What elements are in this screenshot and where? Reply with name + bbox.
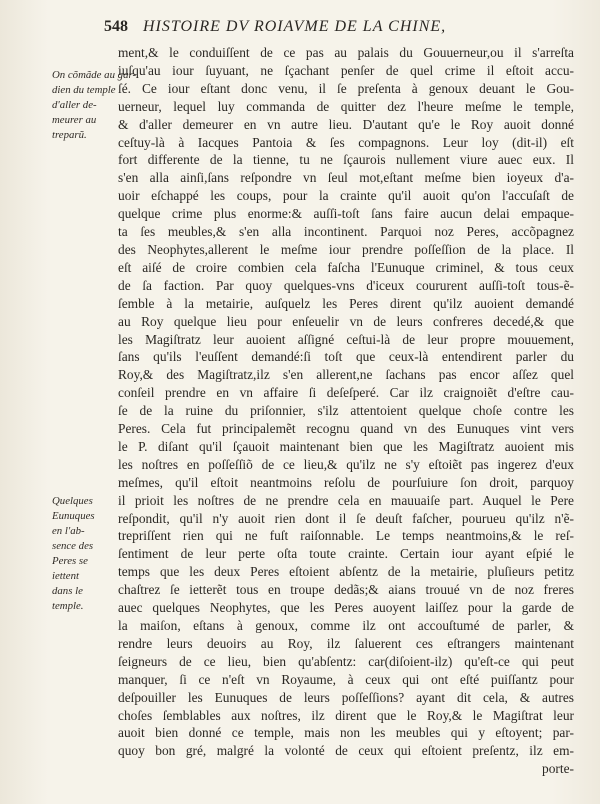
text-line: rendre leurs deuoirs au Roy, ilz ſaluerent ces eſtrangers maintenant: [118, 635, 574, 651]
margin-note-line: temple.: [52, 600, 84, 612]
text-line: uoir eſchappé les coups, pour la crainte qu'il auoit qu'on l'accuſaſt de: [118, 188, 574, 204]
text-line: eſt aiſé de croire combien cela faſcha l'Eunuque criminel, & tous ceux: [118, 259, 574, 275]
text-line: ta ſes meubles,& s'en alla incontinent. Parquoi noz Peres, accõpagnez: [118, 224, 574, 240]
body-text: [118, 44, 574, 778]
text-line: quelque crime plus enorme:& auſſi-toſt ſans faire aucun delai empaque-: [118, 206, 574, 222]
margin-note-line: dien du temple: [52, 84, 116, 96]
text-line: s'en alla ainſi,ſans reſpondre vn ſeul mot,eſtant meſme bien ioyeux d'a-: [118, 170, 574, 186]
text-line: trepriſſent rien qui ne fuſt raiſonnable. Le temps neantmoins,& le reſ-: [118, 528, 574, 544]
running-title: HISTOIRE DV ROIAVME DE LA CHINE,: [143, 18, 447, 35]
text-line: Peres. Cela fut principalemẽt recognu quand vn des Eunuques vint vers: [118, 421, 574, 437]
text-line: Roy,& des Magiſtratz,ilz s'en allerent,ne ſachans pas encor aſſez quel: [118, 367, 574, 383]
text-line: deſpouiller les Eunuques de leurs poſſeſſions? ayant dit cela, & autres: [118, 689, 574, 705]
text-line: ſentiment de leur perte oſta toute crainte. Certain iour ayant eſpié le: [118, 546, 574, 562]
margin-note-line: On cõmãde au gar-: [52, 69, 137, 81]
text-line: & d'aller demeurer en vn autre lieu. D'autant qu'e le Roy auoit donné: [118, 116, 574, 132]
text-line: chaſtrez ſe ietterẽt tous en troupe dedãs;& aians trouué vn de noz freres: [118, 582, 574, 598]
margin-note-line: treparũ.: [52, 129, 87, 141]
margin-note-line: Quelques: [52, 495, 93, 507]
text-line: ment,& le conduiſſent de ce pas au palais du Gouuerneur,ou il s'arreſta: [118, 45, 574, 60]
text-line: reſpondit, qu'il n'y auoit rien dont il ſe deuſt faſcher, pourueu qu'ilz n'ẽ-: [118, 510, 574, 526]
text-line: ſeigneurs de ce lieu, bien qu'abſentz: car(diſoient-ilz) qu'eſt-ce qui peut: [118, 653, 574, 669]
text-line: meſmes, qu'il eſtoit neantmoins reſolu de pourſuiure ſon droit, parquoy: [118, 474, 574, 490]
text-line: ceſtuy-là à Iacques Pantoia & ſes compagnons. Leur loy (dit-il) eſt: [118, 134, 574, 150]
margin-note-line: dans le: [52, 585, 83, 597]
text-line: le P. diſant qu'il ſçauoit maintenant bien que les Magiſtratz auoient mis: [118, 438, 574, 454]
catchword: porte-: [542, 761, 574, 777]
text-line: temps que les deux Peres eſtoient abſentz de la metairie, pluſieurs petitz: [118, 564, 574, 580]
margin-note-line: Eunuques: [52, 510, 95, 522]
text-line: de ſa faction. Par quoy quelques-vns d'iceux coururent auſſi-toſt tous-ẽ-: [118, 277, 574, 293]
margin-note-eunuchs: [52, 494, 95, 614]
text-line: ſemble à la metairie, auſquelz les Peres dirent qu'ilz auoient demandé: [118, 295, 574, 311]
text-line: les Magiſtratz leur auoient aſſigné ceſtui-là de leur propre mouuement,: [118, 331, 574, 347]
page-header: [104, 18, 574, 40]
text-line: les noſtres en poſſeſſiõ de ce lieu,& qu'ilz ne s'y eſtoiẽt pas ingerez d'eux: [118, 456, 574, 472]
margin-note-line: en l'ab-: [52, 525, 85, 537]
text-line: des Neophytes,allerent le meſme iour prendre poſſeſſion de la place. Il: [118, 241, 574, 257]
text-line: auoit bien donné ce temple, mais non les meubles qui y eſtoyent; par-: [118, 725, 574, 741]
text-line: uerneur, lequel luy commanda de quitter dez l'heure meſme le temple,: [118, 98, 574, 114]
text-line: auec quelques Neophytes, que les Peres auoyent laiſſez pour la garde de: [118, 600, 574, 616]
text-line: il prioit les noſtres de ne prendre cela en mauuaiſe part. Auquel le Pere: [118, 492, 574, 508]
text-line: manquer, ſi ce n'eſt vn Royaume, à ceux qui ont eſté puiſſantz pour: [118, 671, 574, 687]
text-line: ſe de la ruine du priſonnier, s'ilz attentoient quelque choſe contre les: [118, 403, 574, 419]
text-line: au Roy quelque lieu pour enſeuelir vn de leurs confreres decedé,& que: [118, 313, 574, 329]
margin-note-line: sence des: [52, 540, 94, 552]
text-line: la maiſon, eſtans à genoux, comme ilz ont accouſtumé de parler, &: [118, 618, 574, 633]
margin-note-line: iettent: [52, 570, 79, 582]
margin-note-line: Peres se: [52, 555, 88, 567]
text-line: quoy bon gré, malgré la volonté de ceux qui eſtoient preſentz, ilz em-: [118, 743, 574, 759]
text-line: ſans qu'ils l'euſſent demandé:ſi toſt que ceux-là entendirent parler du: [118, 349, 574, 365]
text-line: choſes ſemblables aux noſtres, ilz dirent que le Roy,& le Magiſtrat leur: [118, 707, 574, 723]
text-line: fort differente de la tienne, tu ne ſçaurois nullement viure auec eux. Il: [118, 152, 574, 168]
margin-note-line: meurer au: [52, 114, 97, 126]
text-line: conſeil prendre en vn affaire ſi deſeſperé. Car ilz craignoiẽt d'eſtre cau-: [118, 385, 574, 401]
text-line: iuſqu'au iour ſuyuant, ne ſçachant penſer de quel crime il eſtoit accu-: [118, 62, 574, 78]
text-line: ſé. Ce iour eſtant donc venu, il ſe preſenta à genoux deuant le Gou-: [118, 80, 574, 96]
page-number: 548: [104, 18, 128, 35]
margin-note-line: d'aller de-: [52, 99, 97, 111]
